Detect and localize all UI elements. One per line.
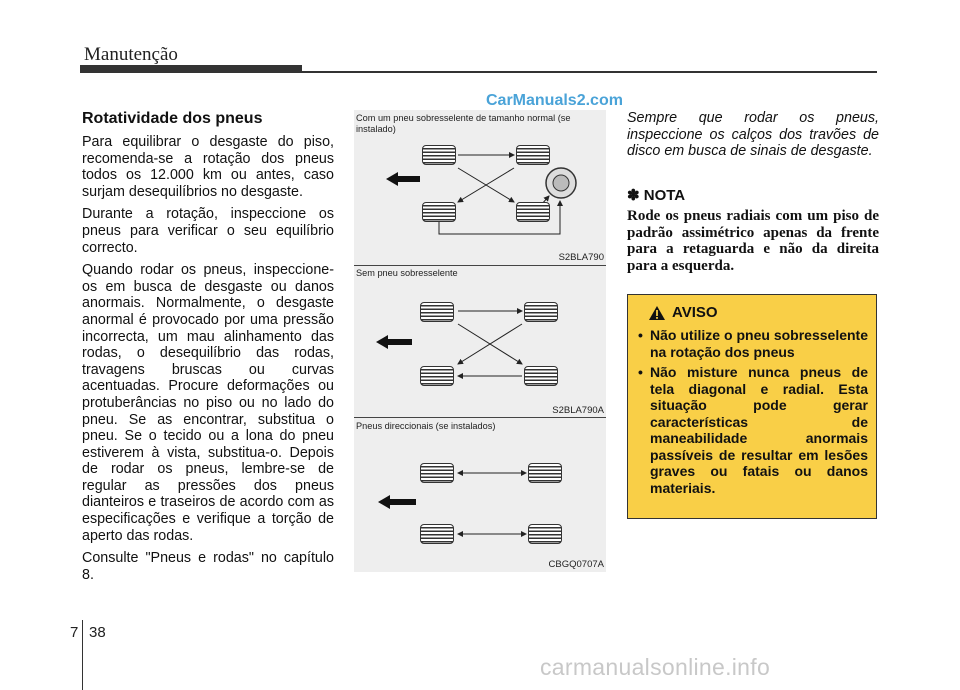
- diagram-code: CBGQ0707A: [548, 559, 604, 570]
- watermark-bottom: carmanualsonline.info: [540, 654, 771, 680]
- brake-inspection-note: Sempre que rodar os pneus, inspeccione os calços dos travões de disco em busca de sinais de desgaste.: [627, 110, 879, 160]
- tire-icon: [516, 202, 550, 222]
- paragraph-3: Quando rodar os pneus, inspeccione-os em busca de desgaste ou danos anormais. Normalmente, o desgaste anormal é provocado por uma pressão incorrecta, um mau alinhamento das rodas, o desequilíbrio das rodas, travagens bruscas ou curvas acentuadas. Procure deformações ou protuberâncias no piso ou no lado do pneu. Se as encontrar, substitua o pneu. Se o tecido ou a lona do pneu estiverem à vista, substitua-o. Depois de rodar os pneus, lembre-se de regular as pressões dos pneus dianteiros e traseiros de acordo com as especificações e verifique a torção de aperto das rodas.: [82, 262, 334, 544]
- section-title: Rotatividade dos pneus: [82, 110, 263, 127]
- header-rule: [302, 71, 877, 73]
- paragraph-1: Para equilibrar o desgaste do piso, recomenda-se a rotação dos pneus todos os 12.000 km ou antes, caso surjam desequilíbrios no desgaste.: [82, 134, 334, 200]
- nota-text: Rode os pneus radiais com um piso de padrão assimétrico apenas da frente para a retaguarda e não da direita para a esquerda.: [627, 207, 879, 275]
- diagram-panel-directional: [354, 418, 606, 572]
- tire-icon: [420, 366, 454, 386]
- warning-triangle-icon: [648, 305, 666, 321]
- diagram-code: S2BLA790: [558, 252, 604, 263]
- tire-icon: [524, 366, 558, 386]
- tire-icon: [524, 302, 558, 322]
- tire-icon: [516, 145, 550, 165]
- diagram-caption: Sem pneu sobresselente: [356, 268, 458, 278]
- right-column: [627, 110, 879, 275]
- diagram-code: S2BLA790A: [552, 405, 604, 416]
- footer-divider: [82, 620, 83, 690]
- header-bar: [80, 65, 302, 73]
- diagram-panel-no-spare: [354, 266, 606, 418]
- diagram-panel-spare: [354, 110, 606, 266]
- tire-icon: [420, 302, 454, 322]
- warning-item: • Não misture nunca pneus de tela diagonal e radial. Esta situação pode gerar características de maneabilidade anormais passíveis de resultar em lesões graves ou fatais ou danos materiais.: [638, 364, 868, 496]
- nota-title: ✽ NOTA: [627, 186, 686, 204]
- tire-icon: [528, 524, 562, 544]
- diagram-caption: Com um pneu sobresselente de tamanho normal (se instalado): [356, 113, 571, 134]
- warning-list: [638, 327, 868, 500]
- paragraph-4: Consulte "Pneus e rodas" no capítulo 8.: [82, 550, 334, 583]
- warning-header: [648, 304, 718, 321]
- rotation-diagram-spare: [354, 110, 606, 266]
- rotation-diagram-no-spare: [354, 266, 606, 418]
- tire-icon: [528, 463, 562, 483]
- rotation-diagram-directional: [354, 418, 606, 572]
- watermark-top: CarManuals2.com: [486, 92, 623, 109]
- tire-icon: [420, 463, 454, 483]
- tire-icon: [422, 145, 456, 165]
- diagram-caption: Pneus direccionais (se instalados): [356, 421, 496, 431]
- paragraph-2: Durante a rotação, inspeccione os pneus para verificar o seu equilíbrio correcto.: [82, 206, 334, 256]
- tire-icon: [420, 524, 454, 544]
- left-column: [82, 110, 334, 589]
- page-number: 38: [89, 624, 106, 641]
- warning-title: AVISO: [672, 304, 718, 321]
- chapter-number: 7: [70, 624, 79, 641]
- warning-item: • Não utilize o pneu sobresselente na rotação dos pneus: [638, 327, 868, 360]
- page-header-title: Manutenção: [84, 44, 178, 65]
- tire-icon: [422, 202, 456, 222]
- warning-box: [627, 294, 877, 519]
